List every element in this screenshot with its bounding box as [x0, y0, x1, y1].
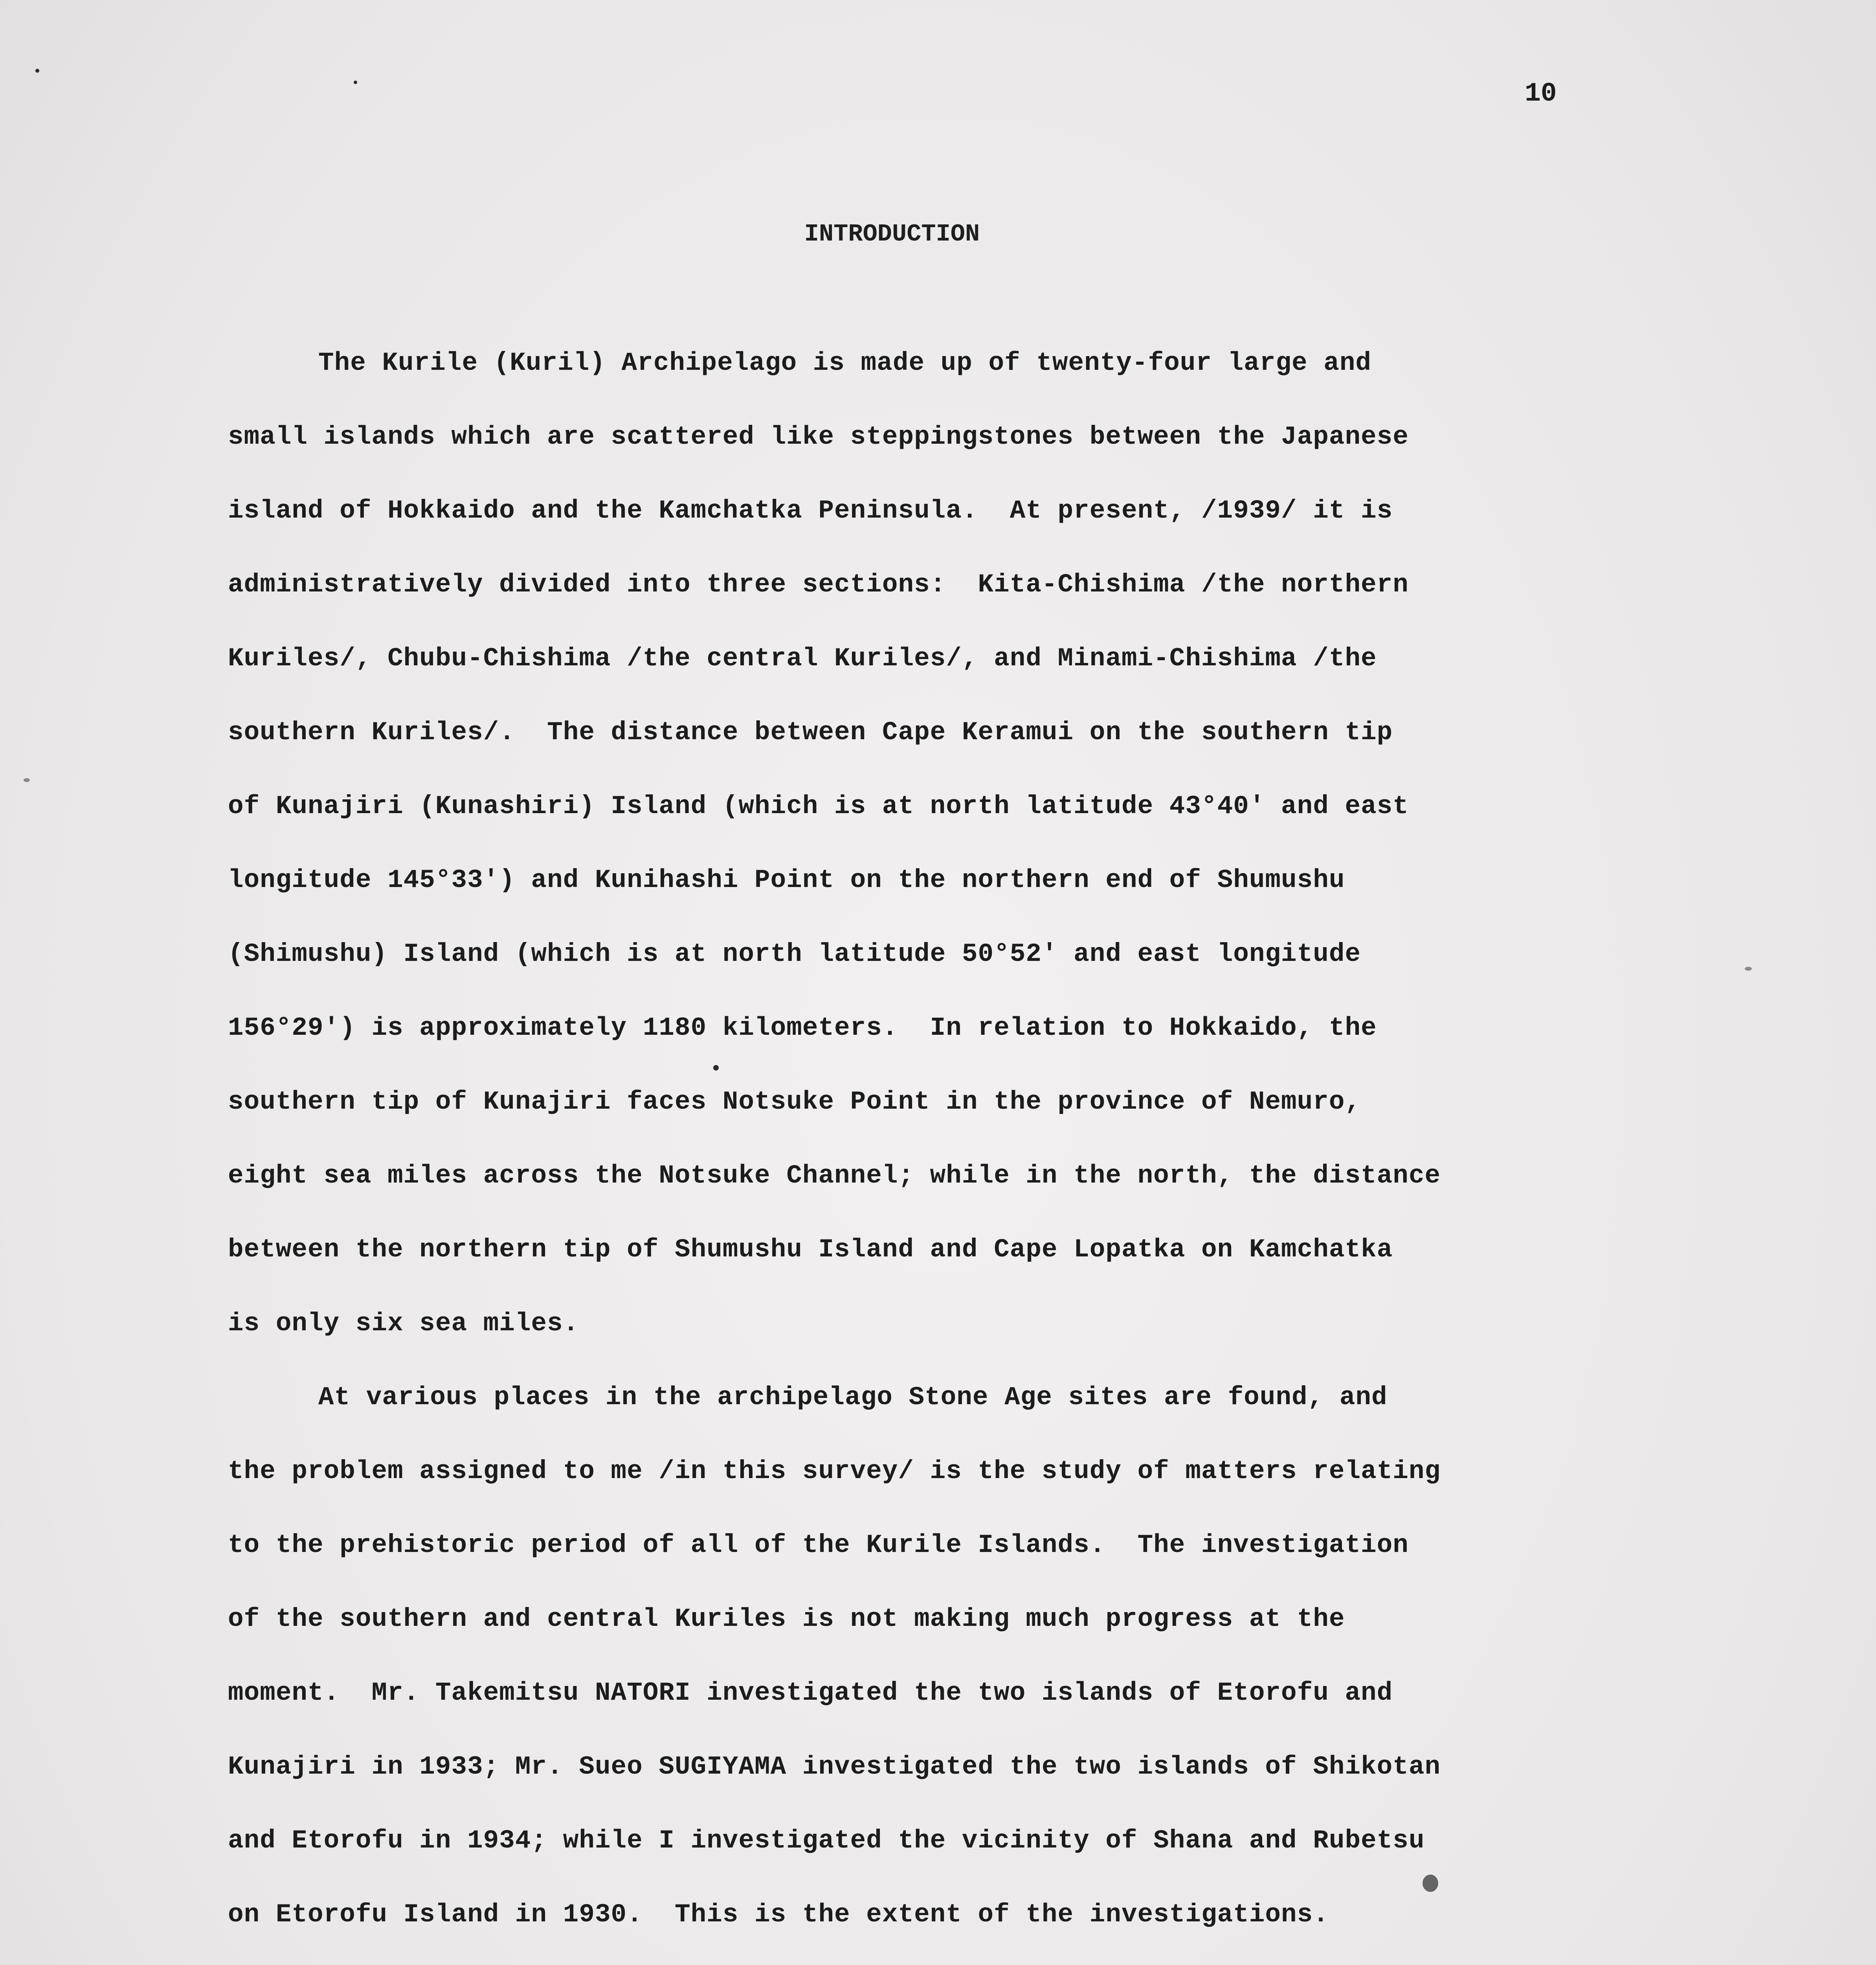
- text-line: of the southern and central Kuriles is not making much progress at the: [228, 1604, 1345, 1634]
- text-line: small islands which are scattered like steppingstones between the Japanese: [228, 422, 1409, 452]
- text-line: and Etorofu in 1934; while I investigated the vicinity of Shana and Rubetsu: [228, 1826, 1425, 1855]
- scan-speck: [1745, 967, 1752, 971]
- text-line: The Kurile (Kuril) Archipelago is made up of twenty-four large and: [318, 348, 1372, 378]
- text-line: (Shimushu) Island (which is at north latitude 50°52' and east longitude: [228, 939, 1361, 969]
- text-line: of Kunajiri (Kunashiri) Island (which is at north latitude 43°40' and east: [228, 792, 1409, 821]
- scan-speck: [354, 81, 357, 84]
- text-line: the problem assigned to me /in this survey/ is the study of matters relating: [228, 1456, 1441, 1486]
- text-line: between the northern tip of Shumushu Island and Cape Lopatka on Kamchatka: [228, 1235, 1393, 1264]
- page-number: 10: [1525, 79, 1557, 109]
- text-line: 156°29') is approximately 1180 kilometers. In relation to Hokkaido, the: [228, 1013, 1377, 1043]
- text-line: At various places in the archipelago Stone Age sites are found, and: [318, 1383, 1388, 1412]
- text-line: to the prehistoric period of all of the Kurile Islands. The investigation: [228, 1530, 1409, 1560]
- text-line: on Etorofu Island in 1930. This is the extent of the investigations.: [228, 1900, 1329, 1929]
- text-line: [228, 1952, 1627, 1965]
- body-text: [228, 326, 1627, 1965]
- text-line: southern tip of Kunajiri faces Notsuke Point in the province of Nemuro,: [228, 1087, 1361, 1117]
- text-line: is only six sea miles.: [228, 1309, 579, 1338]
- section-heading: INTRODUCTION: [804, 220, 980, 248]
- text-line: administratively divided into three sections: Kita-Chishima /the northern: [228, 570, 1409, 599]
- text-line: longitude 145°33') and Kunihashi Point on the northern end of Shumushu: [228, 865, 1345, 895]
- text-line: Kuriles/, Chubu-Chishima /the central Kuriles/, and Minami-Chishima /the: [228, 644, 1377, 673]
- scan-speck: [35, 69, 39, 73]
- text-line: eight sea miles across the Notsuke Channel; while in the north, the distance: [228, 1161, 1441, 1190]
- scan-speck: [1423, 1875, 1438, 1892]
- text-line: Kunajiri in 1933; Mr. Sueo SUGIYAMA investigated the two islands of Shikotan: [228, 1752, 1441, 1781]
- text-line: moment. Mr. Takemitsu NATORI investigated the two islands of Etorofu and: [228, 1678, 1393, 1708]
- scan-speck: [713, 1065, 719, 1071]
- text-line: island of Hokkaido and the Kamchatka Peninsula. At present, /1939/ it is: [228, 496, 1393, 525]
- text-line: southern Kuriles/. The distance between Cape Keramui on the southern tip: [228, 718, 1393, 747]
- scan-speck: [24, 778, 30, 782]
